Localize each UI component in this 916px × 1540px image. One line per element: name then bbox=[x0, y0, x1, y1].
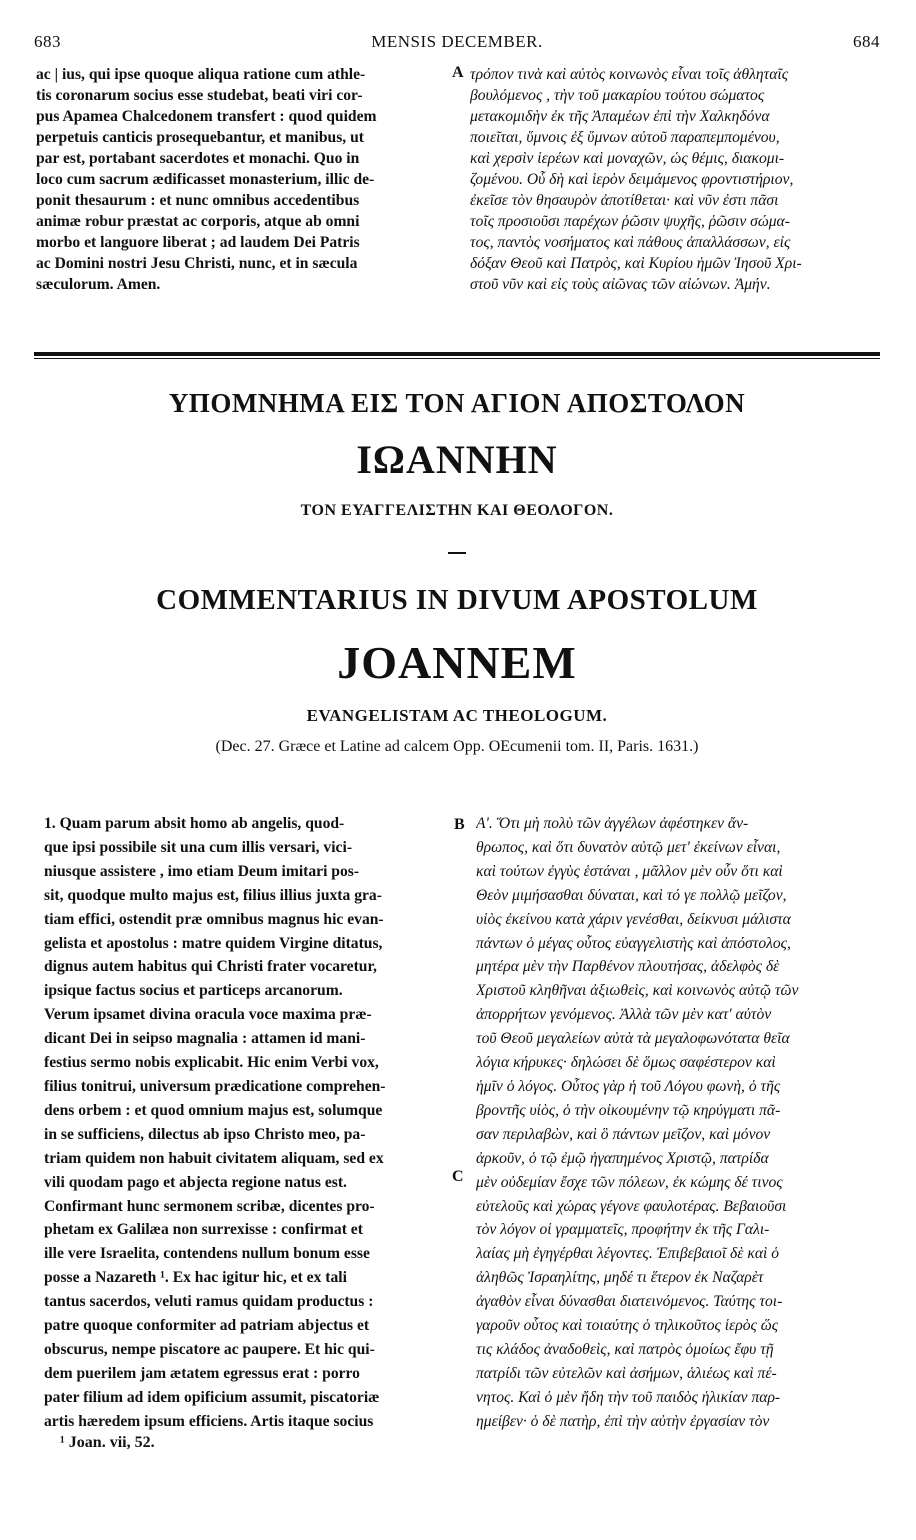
text-line: sit, quodque multo majus est, filius illius juxta gra- bbox=[44, 886, 382, 904]
text-line: λαίας μὴ ἐγηγέρθαι λέγοντες. Ἐπιβεβαιοῖ δὲ καὶ ὁ bbox=[476, 1245, 780, 1263]
text-line: triam quidem non habuit civitatem aliquam, sed ex bbox=[44, 1149, 384, 1167]
main-greek-column bbox=[476, 812, 880, 1434]
text-line: gelista et apostolus : matre quidem Virgine ditatus, bbox=[44, 934, 383, 952]
latin-title-line-3: EVANGELISTAM AC THEOLOGUM. bbox=[306, 706, 608, 725]
text-line: dens orbem : et quod omnium majus est, solumque bbox=[44, 1101, 383, 1119]
text-line: ζομένου. Οὗ δὴ καὶ ἱερὸν δειμάμενος φροντιστήριον, bbox=[470, 171, 794, 188]
text-line: ποιεῖται, ὕμνοις ἐξ ὕμνων αὐτοῦ παραπεμπομένου, bbox=[470, 129, 780, 146]
title-dash-divider bbox=[448, 552, 466, 554]
text-line: θρωπος, καὶ ὅτι δυνατὸν αὐτῷ μετ' ἐκείνων εἶναι, bbox=[476, 838, 781, 856]
text-line: dem puerilem jam ætatem egressus erat : porro bbox=[44, 1364, 360, 1382]
running-head bbox=[34, 32, 880, 56]
text-line: par est, portabant sacerdotes et monachi. Quo in bbox=[36, 150, 360, 167]
greek-title-line-1: ΥΠΟΜΝΗΜΑ ΕΙΣ ΤΟΝ ΑΓΙΟΝ ΑΠΟΣΤΟΛΟΝ bbox=[168, 388, 746, 418]
text-line: πατρίδι τῶν εὐτελῶν καὶ ἀσήμων, ἁλιέως καὶ πέ- bbox=[476, 1364, 777, 1382]
text-line: morbo et languore liberat ; ad laudem Dei Patris bbox=[36, 234, 360, 251]
text-line: in se sufficiens, dilectus ab ipso Christo meo, pa- bbox=[44, 1125, 366, 1143]
text-line: Α'. Ὅτι μὴ πολὺ τῶν ἀγγέλων ἀφέστηκεν ἄν- bbox=[476, 815, 749, 832]
text-line: πάντων ὁ μέγας οὗτος εὐαγγελιστὴς καὶ ἀπόστολος, bbox=[476, 934, 791, 952]
greek-title-line-2: ΙΩΑΝΝΗΝ bbox=[356, 437, 558, 482]
text-line: μὲν οὐδεμίαν ἔσχε τῶν πόλεων, ἐκ κώμης δέ τινος bbox=[476, 1173, 783, 1191]
text-line: υἱὸς ἐκείνου κατὰ χάριν γενέσθαι, δείκνυσι μάλιστα bbox=[476, 910, 791, 928]
text-line: ἀληθῶς Ἰσραηλίτης, μηδέ τι ἕτερον ἐκ Ναζαρὲτ bbox=[476, 1269, 764, 1287]
text-line: βροντῆς υἱὸς, ὁ τὴν οἰκουμένην τῷ κηρύγματι πᾶ- bbox=[476, 1101, 781, 1119]
text-line: ponit thesaurum : et nunc omnibus accedentibus bbox=[36, 192, 360, 209]
greek-title-line-3: ΤΟΝ ΕΥΑΓΓΕΛΙΣΤΗΝ ΚΑΙ ΘΕΟΛΟΓΟΝ. bbox=[300, 502, 614, 519]
latin-title-line-2: JOANNEM bbox=[337, 637, 577, 688]
text-line: festius sermo nobis explicabit. Hic enim Verbi vox, bbox=[44, 1054, 379, 1072]
text-line: ἀπορρήτων γενόμενος. Ἀλλὰ τῶν μὲν κατ' αὐτὸν bbox=[476, 1006, 772, 1024]
text-line: Verum ipsamet divina oracula voce maxima præ- bbox=[44, 1006, 372, 1024]
text-line: phetam ex Galilæa non surrexisse : confirmat et bbox=[44, 1221, 363, 1239]
text-line: tis coronarum socius esse studebat, beati viri cor- bbox=[36, 87, 363, 104]
right-column-number: 684 bbox=[853, 32, 880, 51]
text-line: filius tonitrui, universum prædicatione comprehen- bbox=[44, 1077, 386, 1095]
text-line: τοῖς προσιοῦσι παρέχων ῥῶσιν ψυχῆς, ῥῶσιν σώμα- bbox=[470, 213, 790, 230]
source-note: (Dec. 27. Græce et Latine ad calcem Opp. OEcumenii tom. II, Paris. 1631.) bbox=[215, 738, 699, 755]
text-line: ille vere Israelita, contendens nullum bonum esse bbox=[44, 1245, 370, 1263]
text-line: animæ robur præstat ac corporis, atque ab omni bbox=[36, 213, 360, 230]
text-line: τὸν λόγον οἱ γραμματεῖς, προφήτην ἐκ τῆς Γαλι- bbox=[476, 1221, 770, 1239]
text-line: Χριστοῦ κληθῆναι ἀξιωθεὶς, καὶ κοινωνὸς αὐτῷ τῶν bbox=[476, 982, 799, 1000]
text-line: τοῦ Θεοῦ μεγαλείων αὐτὰ τὰ μεγαλοφωνότατα θεῖα bbox=[476, 1030, 790, 1048]
footnote: ¹ Joan. vii, 52. bbox=[60, 1434, 155, 1451]
main-latin-column bbox=[44, 812, 446, 1434]
text-line: ipsique factus socius et particeps arcanorum. bbox=[44, 982, 343, 1000]
text-line: τος, παντὸς νοσήματος καὶ πάθους ἀπαλλάσσων, εἰς bbox=[470, 234, 791, 251]
section-divider-thin bbox=[34, 358, 880, 359]
text-line: λόγια κήρυκες· δηλώσει δὲ ὅμως σαφέστερον καὶ bbox=[476, 1054, 776, 1072]
latin-title-line-1: COMMENTARIUS IN DIVUM APOSTOLUM bbox=[156, 584, 758, 616]
text-line: artis hæredem ipsum efficiens. Artis itaque socius bbox=[44, 1412, 374, 1430]
top-greek-column bbox=[470, 64, 880, 295]
text-line: vili quodam pago et abjecta regione natus est. bbox=[44, 1173, 347, 1191]
section-marker-b: B bbox=[454, 816, 465, 833]
text-line: ημείβεν· ὁ δὲ πατὴρ, ἐπὶ τὴν αὐτὴν ἐργασίαν τὸν bbox=[476, 1412, 770, 1430]
text-line: loco cum sacrum ædificasset monasterium, illic de- bbox=[36, 171, 375, 188]
text-line: μετακομιδὴν ἐκ τῆς Ἀπαμέων ἐπὶ τὴν Χαλκηδόνα bbox=[470, 108, 770, 125]
text-line: dignus autem habitus qui Christi frater vocaretur, bbox=[44, 958, 377, 976]
text-line: niusque assistere , imo etiam Deum imitari pos- bbox=[44, 862, 360, 880]
text-line: νητος. Καὶ ὁ μὲν ἤδη τὴν τοῦ παιδὸς ἡλικίαν παρ- bbox=[476, 1388, 781, 1406]
text-line: dicant Dei in seipso magnalia : attamen id mani- bbox=[44, 1030, 366, 1048]
text-line: Θεὸν μιμήσασθαι δύναται, καὶ τό γε πολλῷ μεῖζον, bbox=[476, 886, 787, 904]
text-line: σαν περιλαβὼν, καὶ ὃ πάντων μεῖζον, καὶ μόνον bbox=[476, 1125, 771, 1143]
section-marker-a: A bbox=[452, 64, 464, 81]
top-latin-column bbox=[36, 64, 446, 295]
text-line: tiam effici, ostendit præ omnibus magnus hic evan- bbox=[44, 910, 384, 928]
text-line: patre quoque conformiter ad patriam abjectus et bbox=[44, 1317, 370, 1335]
text-line: posse a Nazareth ¹. Ex hac igitur hic, et ex tali bbox=[44, 1269, 347, 1287]
text-line: ἡμῖν ὁ λόγος. Οὗτος γὰρ ἡ τοῦ Λόγου φωνὴ, ὁ τῆς bbox=[476, 1077, 781, 1095]
text-line: καὶ χερσὶν ἱερέων καὶ μοναχῶν, ὡς θέμις, διακομι- bbox=[470, 150, 785, 167]
text-line: pater filium ad idem opificium assumit, piscatoriæ bbox=[44, 1388, 380, 1406]
text-line: ac | ius, qui ipse quoque aliqua ratione cum athle- bbox=[36, 66, 366, 83]
text-line: sæculorum. Amen. bbox=[36, 276, 161, 293]
text-line: τρόπον τινὰ καὶ αὐτὸς κοινωνὸς εἶναι τοῖς ἀθληταῖς bbox=[470, 66, 789, 83]
text-line: στοῦ νῦν καὶ εἰς τοὺς αἰῶνας τῶν αἰώνων. Ἀμήν. bbox=[470, 276, 771, 293]
text-line: Confirmant hunc sermonem scribæ, dicentes pro- bbox=[44, 1197, 375, 1215]
text-line: pus Apamea Chalcedonem transfert : quod quidem bbox=[36, 108, 377, 125]
text-line: δόξαν Θεοῦ καὶ Πατρὸς, καὶ Κυρίου ἡμῶν Ἰησοῦ Χρι- bbox=[470, 255, 802, 272]
text-line: ἀρκοῦν, ὁ τῷ ἐμῷ ἠγαπημένος Χριστῷ, πατρίδα bbox=[476, 1149, 769, 1167]
text-line: tantus sacerdos, veluti ramus quidam productus : bbox=[44, 1293, 374, 1311]
text-line: εὐτελοῦς καὶ χώρας γέγονε φαυλοτέρας. Βεβαιοῦσι bbox=[476, 1197, 787, 1215]
text-line: ἀγαθὸν εἶναι δύνασθαι διατεινόμενος. Ταύτης τοι- bbox=[476, 1293, 783, 1311]
text-line: perpetuis canticis prosequebantur, et manibus, ut bbox=[36, 129, 364, 146]
text-line: καὶ τούτων ἐγγὺς ἑστάναι , μᾶλλον μὲν οὖν ὅτι καὶ bbox=[476, 862, 783, 880]
text-line: μητέρα μὲν τὴν Παρθένον πλουτήσας, ἀδελφὸς δὲ bbox=[476, 958, 780, 976]
text-line: 1. Quam parum absit homo ab angelis, quod- bbox=[44, 815, 345, 832]
text-line: ἐκεῖσε τὸν θησαυρὸν ἀποτίθεται· καὶ νῦν ἐστι πᾶσι bbox=[470, 192, 779, 209]
text-line: ac Domini nostri Jesu Christi, nunc, et in sæcula bbox=[36, 255, 358, 272]
left-column-number: 683 bbox=[34, 32, 61, 51]
text-line: γαροῦν οὗτος καὶ τοιαύτης ὁ τηλικοῦτος ἱερὸς ὥς bbox=[476, 1317, 779, 1335]
text-line: que ipsi possibile sit una cum illis versari, vici- bbox=[44, 838, 353, 856]
text-line: βουλόμενος , τὴν τοῦ μακαρίου τούτου σώματος bbox=[470, 87, 765, 104]
text-line: obscurus, nempe piscatore ac paupere. Et hic qui- bbox=[44, 1340, 375, 1358]
running-title: MENSIS DECEMBER. bbox=[371, 32, 543, 51]
section-divider-thick bbox=[34, 352, 880, 356]
text-line: τις κλάδος ἀναδοθεὶς, καὶ πατρὸς ὁμοίως ἔφυ τῇ bbox=[476, 1340, 774, 1358]
section-marker-c: C bbox=[452, 1168, 464, 1185]
